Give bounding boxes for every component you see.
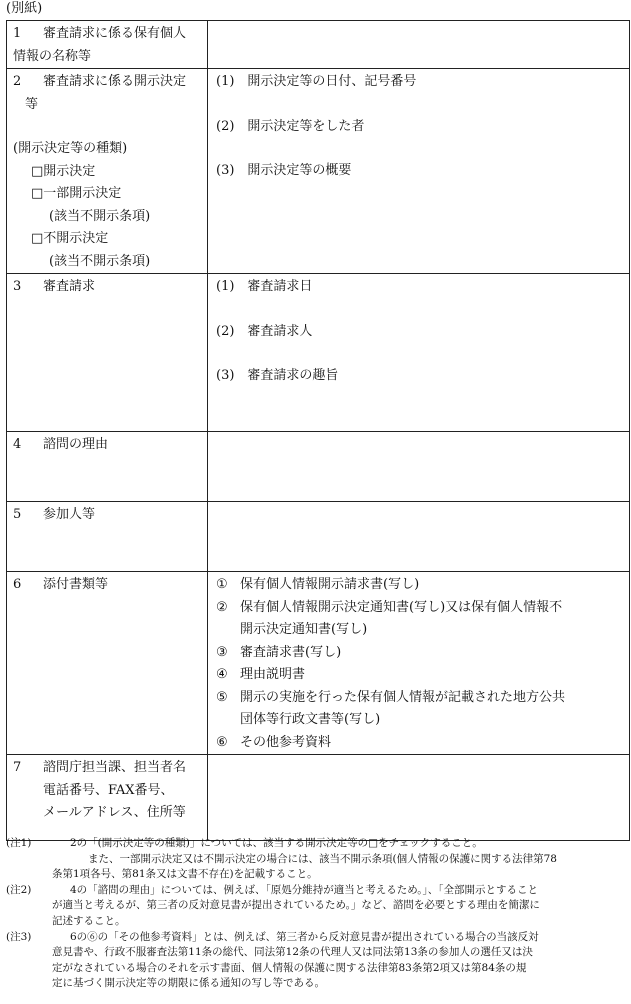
- footnote-line: また、一部開示決定又は不開示決定の場合には、該当不開示条項(個人情報の保護に関する法律第78: [88, 852, 557, 865]
- attachment-item: [216, 687, 629, 732]
- row-number: 7: [13, 760, 22, 775]
- attachment-text: その他参考資料: [240, 734, 332, 750]
- footnote-line: 記述すること。: [52, 914, 126, 927]
- table-row: [7, 572, 630, 755]
- row6-label: 添付書類等: [43, 577, 109, 592]
- decision-date-item: (1) 開示決定等の日付、記号番号: [216, 74, 417, 89]
- attachment-mark: ④: [216, 667, 228, 682]
- row4-value-cell[interactable]: [208, 432, 630, 502]
- footnote-line: 4の「諮問の理由」については、例えば、「原処分維持が適当と考えるため。」、「全部開示とすること: [70, 883, 539, 896]
- partial-nondisclosure-clause: (該当不開示条項): [49, 208, 151, 224]
- row1-value-cell[interactable]: [208, 21, 630, 69]
- attachment-item: [216, 664, 629, 687]
- annex-label: (別紙): [6, 1, 43, 16]
- attachment-text-cont: 開示決定通知書(写し): [240, 622, 368, 637]
- row-number: 2: [13, 74, 22, 89]
- row7-label-line2: 電話番号、FAX番号、: [43, 782, 174, 798]
- attachment-text: 保有個人情報開示請求書(写し): [240, 577, 420, 592]
- footnotes: [6, 836, 626, 992]
- attachment-mark: ⑥: [216, 734, 228, 750]
- row-number: 6: [13, 577, 22, 592]
- footnote: [6, 930, 626, 992]
- decision-summary-item: (3) 開示決定等の概要: [216, 163, 352, 178]
- table-row: [7, 69, 630, 274]
- footnote-label: (注1): [6, 837, 32, 849]
- attachment-mark: ②: [216, 599, 228, 615]
- row-number: 3: [13, 279, 22, 294]
- row5-label: 参加人等: [43, 507, 96, 522]
- row3-value-cell[interactable]: [208, 274, 630, 432]
- row4-label-cell: [7, 432, 208, 502]
- table-row: [7, 274, 630, 432]
- footnote-line: 意見書や、行政不服審査法第11条の総代、同法第12条の代理人又は同法第13条の参加人の選任又は決: [52, 946, 533, 959]
- table-row: [7, 502, 630, 572]
- row2-label-line2: 等: [25, 96, 39, 112]
- decision-maker-item: (2) 開示決定等をした者: [216, 118, 365, 134]
- attachment-text-cont: 団体等行政文書等(写し): [240, 712, 381, 727]
- request-date-item: (1) 審査請求日: [216, 279, 313, 294]
- footnote-line: が適当と考えるが、第三者の反対意見書が提出されているため。」など、諮問を必要とする理由を簡潔に: [52, 899, 540, 912]
- table-row: [7, 21, 630, 69]
- checkbox-disclosure[interactable]: □開示決定: [31, 163, 96, 179]
- attachment-item: [216, 642, 629, 665]
- inquiry-form-table: [6, 20, 630, 841]
- footnote-line: 定に基づく開示決定等の期限に係る通知の写し等である。: [52, 977, 325, 990]
- attachment-item: [216, 574, 629, 597]
- table-row: [7, 432, 630, 502]
- row2-value-cell[interactable]: [208, 69, 630, 274]
- disclosure-kinds-title: (開示決定等の種類): [13, 141, 128, 156]
- checkbox-partial-disclosure[interactable]: □一部開示決定: [31, 186, 122, 201]
- row3-label-cell: [7, 274, 208, 432]
- footnote-line: 6の⑥の「その他参考資料」とは、例えば、第三者から反対意見書が提出されている場合の当該反対: [70, 930, 539, 943]
- footnote: [6, 836, 626, 883]
- attachment-text: 保有個人情報開示決定通知書(写し)又は保有個人情報不: [240, 599, 563, 615]
- row-number: 1: [13, 26, 22, 41]
- row1-label-line1: 審査請求に係る保有個人: [43, 26, 187, 41]
- footnote-line: 2の「(開示決定等の種類)」については、該当する開示決定等の□をチェックすること。: [70, 837, 483, 849]
- row7-label-line1: 諮問庁担当課、担当者名: [43, 760, 187, 775]
- row7-label-cell: [7, 755, 208, 841]
- row-number: 5: [13, 507, 22, 522]
- footnote: [6, 883, 626, 930]
- row6-value-cell[interactable]: [208, 572, 630, 755]
- row7-label-line3: メールアドレス、住所等: [43, 805, 186, 820]
- attachment-text: 審査請求書(写し): [240, 644, 342, 660]
- attachment-item: [216, 732, 629, 755]
- row6-label-cell: [7, 572, 208, 755]
- nondisclosure-clause: (該当不開示条項): [49, 253, 151, 269]
- attachment-mark: ③: [216, 644, 228, 660]
- footnote-label: (注3): [6, 930, 32, 943]
- footnote-label: (注2): [6, 883, 32, 896]
- row7-value-cell[interactable]: [208, 755, 630, 841]
- attachment-mark: ⑤: [216, 689, 228, 705]
- row2-label-cell: [7, 69, 208, 274]
- requester-item: (2) 審査請求人: [216, 323, 313, 339]
- footnote-line: 定がなされている場合のそれを示す書面、個人情報の保護に関する法律第83条第2項又は第84条の規: [52, 961, 527, 974]
- request-purpose-item: (3) 審査請求の趣旨: [216, 368, 339, 383]
- attachment-text: 開示の実施を行った保有個人情報が記載された地方公共: [240, 689, 566, 705]
- row1-label-line2: 情報の名称等: [13, 48, 92, 64]
- row4-label: 諮問の理由: [43, 437, 109, 452]
- footnote-line: 条第1項各号、第81条又は文書不存在)を記載すること。: [52, 868, 318, 881]
- attachment-item: [216, 597, 629, 642]
- attachment-mark: ①: [216, 577, 228, 592]
- row1-label-cell: [7, 21, 208, 69]
- row3-label: 審査請求: [43, 279, 96, 294]
- row-number: 4: [13, 437, 22, 452]
- row5-label-cell: [7, 502, 208, 572]
- row5-value-cell[interactable]: [208, 502, 630, 572]
- row2-label-line1: 審査請求に係る開示決定: [43, 74, 187, 89]
- table-row: [7, 755, 630, 841]
- checkbox-nondisclosure[interactable]: □不開示決定: [31, 231, 109, 246]
- attachment-text: 理由説明書: [240, 667, 306, 682]
